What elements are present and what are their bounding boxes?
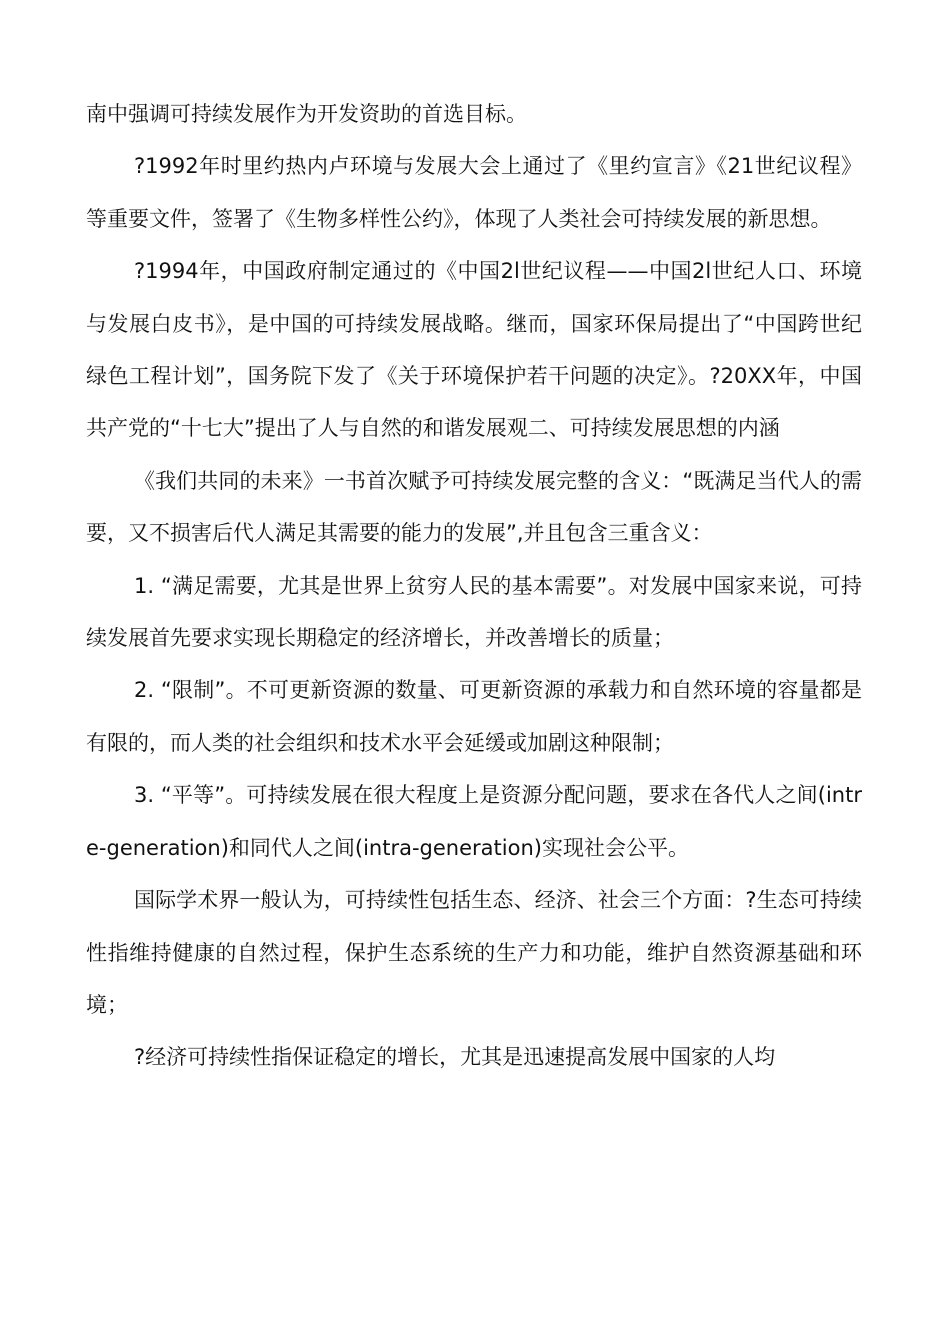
list-item-3: 3. “平等”。可持续发展在很大程度上是资源分配问题，要求在各代人之间(intre-generation)和同代人之间(intra-generation)实现社会公平。 — [86, 783, 862, 860]
paragraph-2: ?1992年时里约热内卢环境与发展大会上通过了《里约宣言》《21世纪议程》等重要文件，签署了《生物多样性公约》，体现了人类社会可持续发展的新思想。 — [86, 154, 862, 231]
paragraph-5: 国际学术界一般认为，可持续性包括生态、经济、社会三个方面：?生态可持续性指维持健康的自然过程，保护生态系统的生产力和功能，维护自然资源基础和环境； — [86, 888, 862, 1017]
paragraph-1: 南中强调可持续发展作为开发资助的首选目标。 — [86, 102, 527, 126]
list-item-2: 2. “限制”。不可更新资源的数量、可更新资源的承载力和自然环境的容量都是有限的，而人类的社会组织和技术水平会延缓或加剧这种限制； — [86, 678, 862, 755]
list-item-1: 1. “满足需要，尤其是世界上贫穷人民的基本需要”。对发展中国家来说，可持续发展首先要求实现长期稳定的经济增长，并改善增长的质量； — [86, 573, 862, 651]
paragraph-4: 《我们共同的未来》一书首次赋予可持续发展完整的含义：“既满足当代人的需要，又不损害后代人满足其需要的能力的发展”,并且包含三重含义： — [86, 468, 862, 546]
paragraph-3: ?1994年，中国政府制定通过的《中国2l世纪议程——中国2l世纪人口、环境与发展白皮书》，是中国的可持续发展战略。继而，国家环保局提出了“中国跨世纪绿色工程计划”，国务院下发了《关于环境保护若干问题的决定》。?20XX年，中国共产党的“十七大”提出了人与自然的和谐发展观二、可持续发展思想的内涵 — [86, 259, 862, 441]
document-body — [86, 88, 862, 1084]
paragraph-6: ?经济可持续性指保证稳定的增长，尤其是迅速提高发展中国家的人均 — [134, 1045, 776, 1070]
